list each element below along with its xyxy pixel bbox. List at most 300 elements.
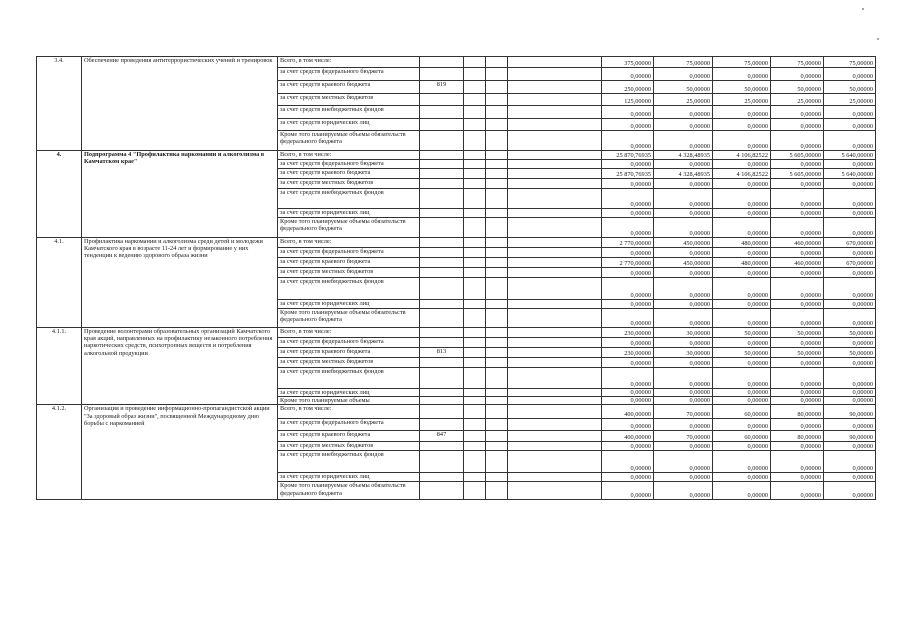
amount-cell: 0,00000 bbox=[824, 218, 876, 238]
funding-source: за счет средств федерального бюджета bbox=[278, 160, 420, 169]
amount-cell: 0,00000 bbox=[824, 473, 876, 482]
amount-cell: 0,00000 bbox=[713, 482, 771, 500]
amount-cell: 0,00000 bbox=[654, 106, 713, 119]
empty-cell bbox=[486, 451, 508, 473]
amount-cell: 0,00000 bbox=[602, 338, 654, 348]
empty-cell bbox=[464, 348, 486, 358]
amount-cell: 460,00000 bbox=[771, 238, 824, 248]
empty-cell bbox=[508, 442, 602, 451]
amount-cell: 0,00000 bbox=[771, 189, 824, 209]
empty-cell bbox=[508, 106, 602, 119]
table-row bbox=[37, 151, 876, 160]
empty-cell bbox=[486, 179, 508, 189]
amount-cell: 0,00000 bbox=[771, 473, 824, 482]
section-number: 4. bbox=[37, 151, 82, 238]
budget-code bbox=[420, 189, 464, 209]
amount-cell: 25,00000 bbox=[771, 94, 824, 106]
amount-cell: 450,00000 bbox=[654, 258, 713, 268]
amount-cell: 4 106,82522 bbox=[713, 151, 771, 160]
funding-source: Кроме того планируемые объемы bbox=[278, 397, 420, 405]
empty-cell bbox=[486, 338, 508, 348]
amount-cell: 0,00000 bbox=[713, 397, 771, 405]
budget-code bbox=[420, 258, 464, 268]
amount-cell: 80,00000 bbox=[771, 405, 824, 419]
amount-cell: 0,00000 bbox=[824, 209, 876, 218]
amount-cell: 0,00000 bbox=[713, 160, 771, 169]
empty-cell bbox=[486, 405, 508, 419]
budget-code bbox=[420, 397, 464, 405]
section-name: Проведение волонтерами образовательных организаций Камчатского края акций, направленных на профилактику незаконного потребления наркотических средств, психотропных веществ и потребления алкогольной продукции bbox=[82, 328, 278, 405]
funding-source: за счет средств краевого бюджета bbox=[278, 169, 420, 179]
funding-source: Всего, в том числе: bbox=[278, 57, 420, 68]
amount-cell: 70,00000 bbox=[654, 431, 713, 442]
funding-source: за счет средств краевого бюджета bbox=[278, 431, 420, 442]
amount-cell: 0,00000 bbox=[654, 368, 713, 389]
amount-cell: 400,00000 bbox=[602, 431, 654, 442]
amount-cell: 0,00000 bbox=[654, 358, 713, 368]
empty-cell bbox=[464, 389, 486, 397]
amount-cell: 90,00000 bbox=[824, 405, 876, 419]
amount-cell: 0,00000 bbox=[771, 368, 824, 389]
amount-cell: 0,00000 bbox=[602, 179, 654, 189]
amount-cell: 50,00000 bbox=[824, 81, 876, 94]
amount-cell: 670,00000 bbox=[824, 238, 876, 248]
amount-cell: 25,00000 bbox=[713, 94, 771, 106]
budget-code bbox=[420, 338, 464, 348]
amount-cell: 25,00000 bbox=[824, 94, 876, 106]
amount-cell: 0,00000 bbox=[713, 248, 771, 258]
empty-cell bbox=[508, 419, 602, 431]
table-row bbox=[37, 328, 876, 338]
empty-cell bbox=[486, 278, 508, 300]
budget-code bbox=[420, 218, 464, 238]
amount-cell: 0,00000 bbox=[602, 451, 654, 473]
budget-code bbox=[420, 451, 464, 473]
empty-cell bbox=[508, 405, 602, 419]
amount-cell: 375,00000 bbox=[602, 57, 654, 68]
empty-cell bbox=[508, 94, 602, 106]
amount-cell: 50,00000 bbox=[713, 328, 771, 338]
amount-cell: 25,00000 bbox=[654, 94, 713, 106]
empty-cell bbox=[486, 328, 508, 338]
amount-cell: 0,00000 bbox=[824, 131, 876, 151]
table-row bbox=[37, 405, 876, 419]
amount-cell: 0,00000 bbox=[771, 68, 824, 81]
amount-cell: 0,00000 bbox=[602, 389, 654, 397]
amount-cell: 0,00000 bbox=[824, 451, 876, 473]
amount-cell: 0,00000 bbox=[771, 209, 824, 218]
empty-cell bbox=[486, 348, 508, 358]
empty-cell bbox=[486, 358, 508, 368]
budget-code bbox=[420, 419, 464, 431]
amount-cell: 400,00000 bbox=[602, 405, 654, 419]
empty-cell bbox=[508, 389, 602, 397]
scan-dot bbox=[877, 38, 879, 40]
amount-cell: 0,00000 bbox=[824, 278, 876, 300]
empty-cell bbox=[486, 81, 508, 94]
amount-cell: 0,00000 bbox=[713, 368, 771, 389]
empty-cell bbox=[464, 405, 486, 419]
empty-cell bbox=[464, 309, 486, 328]
section-name: Подпрограмма 4 "Профилактика наркомании и алкоголизма в Камчатском крае" bbox=[82, 151, 278, 238]
amount-cell: 0,00000 bbox=[602, 248, 654, 258]
empty-cell bbox=[508, 119, 602, 131]
amount-cell: 0,00000 bbox=[771, 119, 824, 131]
budget-code bbox=[420, 389, 464, 397]
amount-cell: 125,00000 bbox=[602, 94, 654, 106]
budget-code bbox=[420, 151, 464, 160]
amount-cell: 4 106,82522 bbox=[713, 169, 771, 179]
amount-cell: 2 770,00000 bbox=[602, 258, 654, 268]
amount-cell: 0,00000 bbox=[824, 179, 876, 189]
amount-cell: 0,00000 bbox=[771, 309, 824, 328]
empty-cell bbox=[508, 209, 602, 218]
section-number: 4.1. bbox=[37, 238, 82, 328]
amount-cell: 0,00000 bbox=[602, 218, 654, 238]
funding-source: за счет средств местных бюджетов bbox=[278, 94, 420, 106]
empty-cell bbox=[508, 473, 602, 482]
amount-cell: 0,00000 bbox=[824, 189, 876, 209]
amount-cell: 0,00000 bbox=[654, 131, 713, 151]
empty-cell bbox=[464, 160, 486, 169]
empty-cell bbox=[486, 238, 508, 248]
amount-cell: 0,00000 bbox=[654, 309, 713, 328]
empty-cell bbox=[464, 57, 486, 68]
empty-cell bbox=[486, 300, 508, 309]
empty-cell bbox=[508, 68, 602, 81]
empty-cell bbox=[486, 368, 508, 389]
amount-cell: 0,00000 bbox=[602, 368, 654, 389]
table-row bbox=[37, 238, 876, 248]
budget-code: 847 bbox=[420, 431, 464, 442]
amount-cell: 0,00000 bbox=[771, 268, 824, 278]
amount-cell: 0,00000 bbox=[713, 442, 771, 451]
empty-cell bbox=[464, 179, 486, 189]
empty-cell bbox=[508, 81, 602, 94]
funding-source: за счет средств краевого бюджета bbox=[278, 81, 420, 94]
empty-cell bbox=[464, 268, 486, 278]
amount-cell: 0,00000 bbox=[771, 131, 824, 151]
budget-code bbox=[420, 68, 464, 81]
funding-source: за счет средств краевого бюджета bbox=[278, 258, 420, 268]
empty-cell bbox=[508, 131, 602, 151]
empty-cell bbox=[464, 482, 486, 500]
empty-cell bbox=[486, 94, 508, 106]
budget-code bbox=[420, 300, 464, 309]
funding-source: Всего, в том числе: bbox=[278, 405, 420, 419]
amount-cell: 0,00000 bbox=[824, 68, 876, 81]
funding-source: Кроме того планируемые объемы обязательств федерального бюджета bbox=[278, 482, 420, 500]
empty-cell bbox=[486, 160, 508, 169]
empty-cell bbox=[464, 169, 486, 179]
empty-cell bbox=[486, 119, 508, 131]
empty-cell bbox=[508, 248, 602, 258]
empty-cell bbox=[486, 106, 508, 119]
amount-cell: 0,00000 bbox=[654, 68, 713, 81]
budget-table bbox=[36, 56, 876, 500]
empty-cell bbox=[464, 473, 486, 482]
amount-cell: 0,00000 bbox=[602, 473, 654, 482]
budget-code bbox=[420, 268, 464, 278]
amount-cell: 0,00000 bbox=[602, 106, 654, 119]
section-name: Обеспечение проведения антитеррористических учений и тренировок bbox=[82, 57, 278, 151]
amount-cell: 460,00000 bbox=[771, 258, 824, 268]
amount-cell: 0,00000 bbox=[824, 419, 876, 431]
empty-cell bbox=[464, 419, 486, 431]
amount-cell: 0,00000 bbox=[771, 160, 824, 169]
funding-source: за счет средств юридических лиц bbox=[278, 209, 420, 218]
empty-cell bbox=[464, 248, 486, 258]
empty-cell bbox=[464, 328, 486, 338]
funding-source: за счет средств федерального бюджета bbox=[278, 338, 420, 348]
amount-cell: 0,00000 bbox=[771, 338, 824, 348]
amount-cell: 0,00000 bbox=[602, 419, 654, 431]
empty-cell bbox=[508, 451, 602, 473]
budget-code bbox=[420, 179, 464, 189]
budget-code bbox=[420, 248, 464, 258]
amount-cell: 0,00000 bbox=[713, 179, 771, 189]
budget-code: 813 bbox=[420, 348, 464, 358]
amount-cell: 0,00000 bbox=[654, 473, 713, 482]
amount-cell: 0,00000 bbox=[771, 419, 824, 431]
funding-source: за счет средств федерального бюджета bbox=[278, 419, 420, 431]
scan-dot bbox=[862, 8, 864, 10]
amount-cell: 0,00000 bbox=[602, 209, 654, 218]
amount-cell: 230,00000 bbox=[602, 348, 654, 358]
section-name: Профилактика наркомании и алкоголизма среди детей и молодежи Камчатского края в возрасте 11-24 лет и формирование у них тенденции к ведению здорового образа жизни bbox=[82, 238, 278, 328]
amount-cell: 2 770,00000 bbox=[602, 238, 654, 248]
amount-cell: 0,00000 bbox=[824, 248, 876, 258]
empty-cell bbox=[486, 389, 508, 397]
amount-cell: 0,00000 bbox=[602, 397, 654, 405]
amount-cell: 480,00000 bbox=[713, 238, 771, 248]
amount-cell: 0,00000 bbox=[602, 131, 654, 151]
amount-cell: 5 605,00000 bbox=[771, 169, 824, 179]
amount-cell: 0,00000 bbox=[654, 451, 713, 473]
funding-source: Всего, в том числе: bbox=[278, 238, 420, 248]
amount-cell: 0,00000 bbox=[824, 160, 876, 169]
empty-cell bbox=[486, 482, 508, 500]
empty-cell bbox=[508, 338, 602, 348]
empty-cell bbox=[508, 238, 602, 248]
amount-cell: 25 870,76935 bbox=[602, 151, 654, 160]
amount-cell: 25 870,76935 bbox=[602, 169, 654, 179]
empty-cell bbox=[486, 419, 508, 431]
amount-cell: 0,00000 bbox=[771, 248, 824, 258]
amount-cell: 0,00000 bbox=[654, 397, 713, 405]
amount-cell: 0,00000 bbox=[771, 106, 824, 119]
funding-source: Всего, в том числе: bbox=[278, 328, 420, 338]
amount-cell: 450,00000 bbox=[654, 238, 713, 248]
funding-source: за счет средств внебюджетных фондов bbox=[278, 368, 420, 389]
empty-cell bbox=[486, 209, 508, 218]
amount-cell: 0,00000 bbox=[602, 300, 654, 309]
amount-cell: 75,00000 bbox=[713, 57, 771, 68]
amount-cell: 0,00000 bbox=[602, 482, 654, 500]
empty-cell bbox=[464, 300, 486, 309]
empty-cell bbox=[464, 338, 486, 348]
section-number: 4.1.2. bbox=[37, 405, 82, 500]
empty-cell bbox=[486, 397, 508, 405]
amount-cell: 0,00000 bbox=[824, 268, 876, 278]
amount-cell: 0,00000 bbox=[713, 358, 771, 368]
amount-cell: 0,00000 bbox=[654, 218, 713, 238]
amount-cell: 0,00000 bbox=[824, 358, 876, 368]
amount-cell: 5 640,00000 bbox=[824, 169, 876, 179]
amount-cell: 480,00000 bbox=[713, 258, 771, 268]
amount-cell: 0,00000 bbox=[713, 278, 771, 300]
amount-cell: 0,00000 bbox=[824, 106, 876, 119]
amount-cell: 0,00000 bbox=[713, 268, 771, 278]
empty-cell bbox=[508, 189, 602, 209]
section-number: 4.1.1. bbox=[37, 328, 82, 405]
empty-cell bbox=[508, 309, 602, 328]
amount-cell: 0,00000 bbox=[824, 442, 876, 451]
amount-cell: 0,00000 bbox=[602, 160, 654, 169]
empty-cell bbox=[464, 106, 486, 119]
amount-cell: 0,00000 bbox=[602, 309, 654, 328]
empty-cell bbox=[508, 300, 602, 309]
amount-cell: 0,00000 bbox=[771, 389, 824, 397]
budget-code bbox=[420, 160, 464, 169]
amount-cell: 0,00000 bbox=[654, 160, 713, 169]
empty-cell bbox=[508, 169, 602, 179]
empty-cell bbox=[464, 94, 486, 106]
budget-code bbox=[420, 442, 464, 451]
amount-cell: 70,00000 bbox=[654, 405, 713, 419]
amount-cell: 0,00000 bbox=[824, 300, 876, 309]
empty-cell bbox=[486, 473, 508, 482]
funding-source: за счет средств местных бюджетов bbox=[278, 179, 420, 189]
empty-cell bbox=[464, 119, 486, 131]
amount-cell: 50,00000 bbox=[771, 348, 824, 358]
funding-source: за счет средств юридических лиц bbox=[278, 300, 420, 309]
amount-cell: 0,00000 bbox=[713, 131, 771, 151]
empty-cell bbox=[464, 278, 486, 300]
empty-cell bbox=[464, 358, 486, 368]
amount-cell: 50,00000 bbox=[824, 348, 876, 358]
amount-cell: 0,00000 bbox=[771, 278, 824, 300]
amount-cell: 0,00000 bbox=[602, 442, 654, 451]
amount-cell: 30,00000 bbox=[654, 348, 713, 358]
amount-cell: 0,00000 bbox=[654, 119, 713, 131]
amount-cell: 0,00000 bbox=[713, 68, 771, 81]
amount-cell: 0,00000 bbox=[654, 278, 713, 300]
amount-cell: 75,00000 bbox=[654, 57, 713, 68]
amount-cell: 0,00000 bbox=[602, 358, 654, 368]
budget-code bbox=[420, 169, 464, 179]
budget-code bbox=[420, 119, 464, 131]
section-number: 3.4. bbox=[37, 57, 82, 151]
empty-cell bbox=[464, 131, 486, 151]
budget-code bbox=[420, 328, 464, 338]
budget-code bbox=[420, 238, 464, 248]
amount-cell: 670,00000 bbox=[824, 258, 876, 268]
amount-cell: 0,00000 bbox=[654, 248, 713, 258]
amount-cell: 5 605,00000 bbox=[771, 151, 824, 160]
funding-source: за счет средств краевого бюджета bbox=[278, 348, 420, 358]
amount-cell: 50,00000 bbox=[713, 348, 771, 358]
amount-cell: 50,00000 bbox=[654, 81, 713, 94]
amount-cell: 0,00000 bbox=[824, 119, 876, 131]
budget-code bbox=[420, 57, 464, 68]
empty-cell bbox=[486, 151, 508, 160]
empty-cell bbox=[464, 431, 486, 442]
budget-code bbox=[420, 278, 464, 300]
amount-cell: 75,00000 bbox=[771, 57, 824, 68]
empty-cell bbox=[486, 268, 508, 278]
amount-cell: 80,00000 bbox=[771, 431, 824, 442]
budget-code bbox=[420, 94, 464, 106]
amount-cell: 0,00000 bbox=[602, 268, 654, 278]
funding-source: за счет средств местных бюджетов bbox=[278, 442, 420, 451]
amount-cell: 0,00000 bbox=[713, 189, 771, 209]
amount-cell: 0,00000 bbox=[713, 338, 771, 348]
empty-cell bbox=[486, 248, 508, 258]
amount-cell: 230,00000 bbox=[602, 328, 654, 338]
amount-cell: 0,00000 bbox=[824, 389, 876, 397]
empty-cell bbox=[508, 57, 602, 68]
empty-cell bbox=[508, 358, 602, 368]
amount-cell: 0,00000 bbox=[713, 473, 771, 482]
empty-cell bbox=[486, 57, 508, 68]
empty-cell bbox=[464, 68, 486, 81]
amount-cell: 0,00000 bbox=[654, 389, 713, 397]
table-row bbox=[37, 57, 876, 68]
amount-cell: 0,00000 bbox=[824, 368, 876, 389]
amount-cell: 0,00000 bbox=[771, 397, 824, 405]
empty-cell bbox=[464, 258, 486, 268]
amount-cell: 250,00000 bbox=[602, 81, 654, 94]
funding-source: за счет средств юридических лиц bbox=[278, 119, 420, 131]
funding-source: за счет средств местных бюджетов bbox=[278, 358, 420, 368]
amount-cell: 0,00000 bbox=[654, 189, 713, 209]
funding-source: за счет средств внебюджетных фондов bbox=[278, 451, 420, 473]
amount-cell: 0,00000 bbox=[602, 68, 654, 81]
budget-code: 819 bbox=[420, 81, 464, 94]
funding-source: за счет средств внебюджетных фондов bbox=[278, 189, 420, 209]
budget-code bbox=[420, 473, 464, 482]
amount-cell: 0,00000 bbox=[654, 209, 713, 218]
amount-cell: 0,00000 bbox=[602, 278, 654, 300]
empty-cell bbox=[464, 451, 486, 473]
amount-cell: 0,00000 bbox=[824, 309, 876, 328]
funding-source: Кроме того планируемые объемы обязательств федерального бюджета bbox=[278, 131, 420, 151]
empty-cell bbox=[486, 258, 508, 268]
empty-cell bbox=[508, 268, 602, 278]
amount-cell: 50,00000 bbox=[771, 328, 824, 338]
empty-cell bbox=[508, 151, 602, 160]
empty-cell bbox=[508, 258, 602, 268]
amount-cell: 90,00000 bbox=[824, 431, 876, 442]
amount-cell: 5 640,00000 bbox=[824, 151, 876, 160]
amount-cell: 4 328,48935 bbox=[654, 151, 713, 160]
budget-code bbox=[420, 405, 464, 419]
empty-cell bbox=[464, 209, 486, 218]
amount-cell: 0,00000 bbox=[824, 397, 876, 405]
amount-cell: 0,00000 bbox=[713, 309, 771, 328]
funding-source: за счет средств местных бюджетов bbox=[278, 268, 420, 278]
empty-cell bbox=[508, 348, 602, 358]
empty-cell bbox=[508, 431, 602, 442]
amount-cell: 0,00000 bbox=[713, 300, 771, 309]
empty-cell bbox=[464, 238, 486, 248]
empty-cell bbox=[508, 278, 602, 300]
amount-cell: 0,00000 bbox=[602, 119, 654, 131]
empty-cell bbox=[464, 189, 486, 209]
empty-cell bbox=[464, 218, 486, 238]
amount-cell: 60,00000 bbox=[713, 405, 771, 419]
